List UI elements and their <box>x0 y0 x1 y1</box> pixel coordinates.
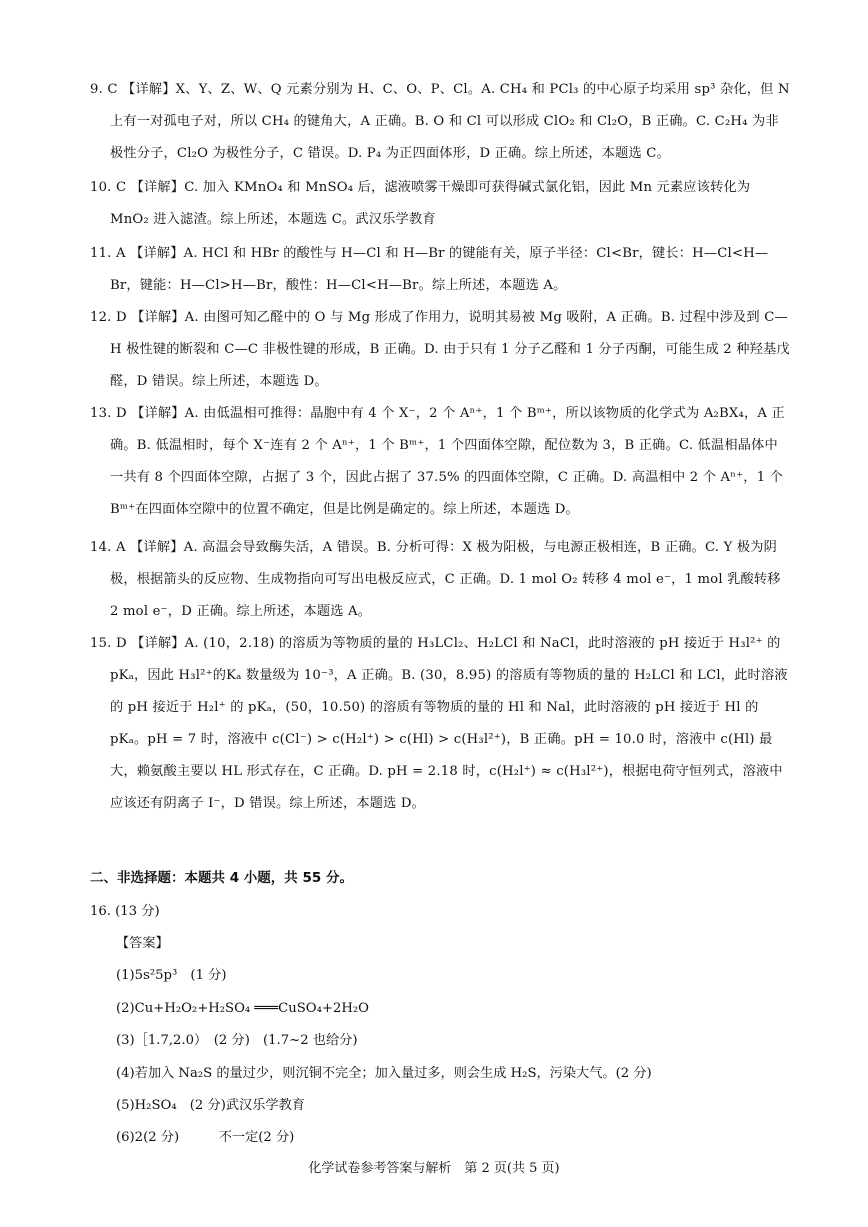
answer-line-2: (2)Cu+H₂O₂+H₂SO₄ ═══CuSO₄+2H₂O <box>116 1001 369 1016</box>
answer-label: 【答案】 <box>116 936 169 951</box>
question-14 <box>90 532 790 628</box>
question-13-text: 13. D 【详解】A. 由低温相可推得：晶胞中有 4 个 X⁻，2 个 Aⁿ⁺，1 个 Bᵐ⁺，所以该物质的化学式为 A₂BX₄，A 正确。B. 低温相时，每个 X⁻连有 2 个 Aⁿ⁺，1 个 Bᵐ⁺，1 个四面体空隙，配位数为 3，B 正确。C. 低温相晶体中一共有 8 个四面体空隙，占据了 3 个，因此占据了 37.5% 的四面体空隙，C 正确。D. 高温相中 2 个 Aⁿ⁺，1 个 Bᵐ⁺在四面体空隙中的位置不确定，但是比例是确定的。综上所述，本题选 D。 <box>90 406 785 517</box>
section-title: 二、非选择题：本题共 4 小题，共 55 分。 <box>90 870 353 886</box>
answer-line-1: (1)5s²5p³ (1 分) <box>116 968 227 983</box>
question-14-text: 14. A 【详解】A. 高温会导致酶失活，A 错误。B. 分析可得：X 极为阳极，与电源正极相连，B 正确。C. Y 极为阴极，根据箭头的反应物、生成物指向可写出电极反应式，C 正确。D. 1 mol O₂ 转移 4 mol e⁻，1 mol 乳酸转移 2 mol e⁻，D 正确。综上所述，本题选 A。 <box>90 540 781 619</box>
question-13 <box>90 398 790 526</box>
question-16-heading: 16. (13 分) <box>90 904 160 919</box>
answer-line-3: (3)［1.7,2.0） (2 分) (1.7~2 也给分) <box>116 1033 358 1048</box>
question-11 <box>90 238 790 302</box>
question-9 <box>90 74 790 170</box>
answer-line-5: (5)H₂SO₄ (2 分)武汉乐学教育 <box>116 1098 305 1113</box>
question-15 <box>90 628 790 820</box>
question-9-text: 9. C 【详解】X、Y、Z、W、Q 元素分别为 H、C、O、P、Cl。A. CH₄ 和 PCl₃ 的中心原子均采用 sp³ 杂化，但 N 上有一对孤电子对，所以 CH₄ 的键角大，A 正确。B. O 和 Cl 可以形成 ClO₂ 和 Cl₂O，B 正确。C. C₂H₄ 为非极性分子，Cl₂O 为极性分子，C 错误。D. P₄ 为正四面体形，D 正确。综上所述，本题选 C。 <box>90 82 790 161</box>
question-12-text: 12. D 【详解】A. 由图可知乙醛中的 O 与 Mg 形成了作用力，说明其易被 Mg 吸附，A 正确。B. 过程中涉及到 C—H 极性键的断裂和 C—C 非极性键的形成，B 正确。D. 由于只有 1 分子乙醛和 1 分子丙酮，可能生成 2 种羟基戊醛，D 错误。综上所述，本题选 D。 <box>90 310 790 389</box>
question-10-text: 10. C 【详解】C. 加入 KMnO₄ 和 MnSO₄ 后，滤液喷雾干燥即可获得碱式氯化铝，因此 Mn 元素应该转化为 MnO₂ 进入滤渣。综上所述，本题选 C。武汉乐学教育 <box>90 180 751 227</box>
page-footer: 化学试卷参考答案与解析 第 2 页(共 5 页) <box>308 1161 560 1176</box>
answer-line-6: (6)2(2 分) 不一定(2 分) <box>116 1130 295 1145</box>
question-10 <box>90 172 790 236</box>
question-15-text: 15. D 【详解】A. (10，2.18) 的溶质为等物质的量的 H₃LCl₂、H₂LCl 和 NaCl，此时溶液的 pH 接近于 H₃l²⁺ 的 pKₐ，因此 H₃l²⁺的Kₐ 数量级为 10⁻³，A 正确。B. (30，8.95) 的溶质有等物质的量的 H₂LCl 和 LCl，此时溶液的 pH 接近于 H₂l⁺ 的 pKₐ，(50，10.50) 的溶质有等物质的量的 Hl 和 Nal，此时溶液的 pH 接近于 Hl 的 pKₐ。pH = 7 时，溶液中 c(Cl⁻) > c(H₂l⁺) > c(Hl) > c(H₃l²⁺)，B 正确。pH = 10.0 时，溶液中 c(Hl) 最大，赖氨酸主要以 HL 形式存在，C 正确。D. pH = 2.18 时，c(H₂l⁺) ≈ c(H₃l²⁺)，根据电荷守恒列式，溶液中应该还有阴离子 I⁻，D 错误。综上所述，本题选 D。 <box>90 636 788 811</box>
answer-line-4: (4)若加入 Na₂S 的量过少，则沉铜不完全；加入量过多，则会生成 H₂S，污染大气。(2 分) <box>116 1066 652 1081</box>
question-12 <box>90 302 790 398</box>
question-11-text: 11. A 【详解】A. HCl 和 HBr 的酸性与 H—Cl 和 H—Br 的键能有关，原子半径：Cl<Br，键长：H—Cl<H—Br，键能：H—Cl>H—Br，酸性：H—Cl<H—Br。综上所述，本题选 A。 <box>90 246 769 293</box>
